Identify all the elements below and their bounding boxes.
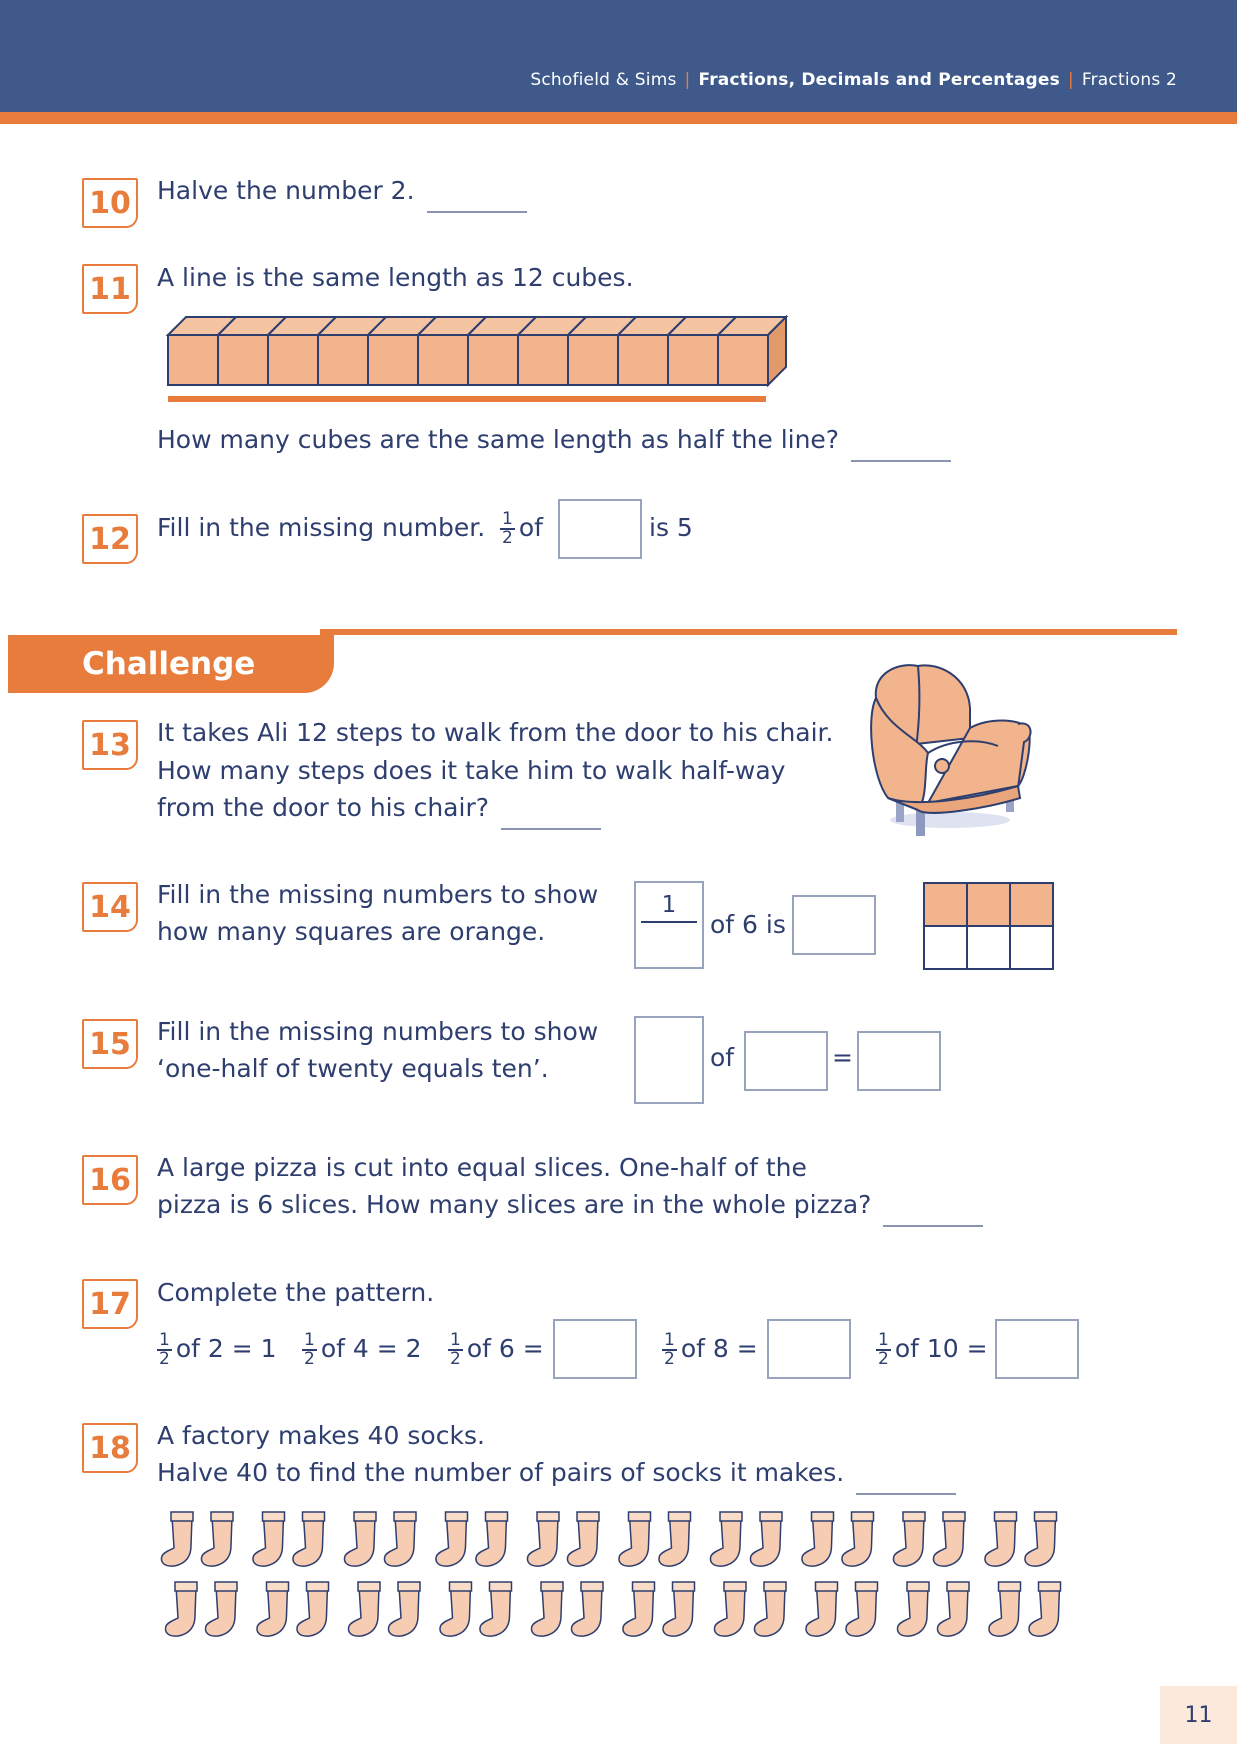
question-number-13: 13 (82, 720, 138, 770)
sock (1025, 1512, 1057, 1566)
q14-fraction-bar (641, 921, 697, 923)
q11-question-text: How many cubes are the same length as half the line? (157, 425, 840, 454)
question-number-10: 10 (82, 178, 138, 228)
sock (623, 1582, 655, 1636)
armchair-image (858, 658, 1038, 843)
cube (268, 335, 318, 385)
grid-square (924, 926, 967, 969)
cube (668, 335, 718, 385)
sock (572, 1582, 604, 1636)
q17-answer-box-1[interactable] (553, 1319, 637, 1379)
sock (1029, 1582, 1061, 1636)
sock (568, 1512, 600, 1566)
q12-answer-box[interactable] (558, 499, 642, 559)
q18-line2: Halve 40 to find the number of pairs of socks it makes. (157, 1458, 845, 1487)
q17-answer-box-2[interactable] (767, 1319, 851, 1379)
sock (715, 1582, 747, 1636)
q17-pattern-1: $\frac{1}{2}$ of 2 = 1 (159, 1330, 277, 1369)
header-series: Fractions, Decimals and Percentages (698, 70, 1060, 90)
cube (568, 335, 618, 385)
q17-pattern-3: $\frac{1}{2}$ of 6 = (450, 1330, 544, 1369)
sock (480, 1582, 512, 1636)
sock (619, 1512, 651, 1566)
challenge-heading: Challenge (8, 635, 334, 693)
page-number: 11 (1160, 1686, 1237, 1744)
cube (518, 335, 568, 385)
question-number-18: 18 (82, 1423, 138, 1473)
header-publisher: Schofield & Sims (530, 70, 677, 90)
q15-equals: = (832, 1043, 853, 1072)
sock (894, 1512, 926, 1566)
q11-text: A line is the same length as 12 cubes. (157, 263, 634, 292)
q15-answer-box[interactable] (857, 1031, 941, 1091)
sock (934, 1512, 966, 1566)
q17-text: Complete the pattern. (157, 1278, 435, 1307)
cube (618, 335, 668, 385)
sock (253, 1512, 285, 1566)
squares-grid (922, 881, 1056, 971)
q15-number-box[interactable] (744, 1031, 828, 1091)
sock (528, 1512, 560, 1566)
page-header (0, 0, 1237, 124)
sock (846, 1582, 878, 1636)
q15-fraction-box[interactable] (634, 1016, 704, 1104)
q18-line2-wrap (157, 1454, 956, 1495)
question-number-16: 16 (82, 1155, 138, 1205)
q10-answer-line[interactable] (427, 211, 527, 213)
grid-square (924, 883, 967, 926)
question-number-12: 12 (82, 514, 138, 564)
q10-text (157, 172, 527, 213)
q17-pattern-5: $\frac{1}{2}$ of 10 = (878, 1330, 988, 1369)
q16-line2: pizza is 6 slices. How many slices are in the whole pizza? (157, 1190, 872, 1219)
q16-line1: A large pizza is cut into equal slices. One-half of the (157, 1153, 807, 1182)
q16-answer-line[interactable] (883, 1225, 983, 1227)
q14-frac-numerator: 1 (661, 892, 677, 918)
q13-line1: It takes Ali 12 steps to walk from the door to his chair. (157, 718, 834, 747)
q15-of: of (710, 1043, 735, 1072)
q11-answer-line[interactable] (851, 460, 951, 462)
cube (468, 335, 518, 385)
sock (166, 1582, 198, 1636)
q13-line3: from the door to his chair? (157, 793, 489, 822)
sock (751, 1512, 783, 1566)
q14-line2: how many squares are orange. (157, 917, 546, 946)
sock (476, 1512, 508, 1566)
q18-answer-line[interactable] (856, 1493, 956, 1495)
cube (418, 335, 468, 385)
sock (257, 1582, 289, 1636)
q18-line1: A factory makes 40 socks. (157, 1421, 485, 1450)
cube (368, 335, 418, 385)
q17-pattern-4: $\frac{1}{2}$ of 8 = (664, 1330, 758, 1369)
sock (989, 1582, 1021, 1636)
header-book: Fractions 2 (1081, 70, 1177, 90)
q12-prompt: Fill in the missing number. (157, 513, 486, 542)
sock (440, 1582, 472, 1636)
sock (162, 1512, 194, 1566)
sock (385, 1512, 417, 1566)
sock (806, 1582, 838, 1636)
cube (218, 335, 268, 385)
sock (436, 1512, 468, 1566)
q12-of: of (518, 513, 543, 542)
q15-line2: ‘one-half of twenty equals ten’. (157, 1054, 549, 1083)
grid-square (967, 883, 1010, 926)
grid-square (967, 926, 1010, 969)
sock (755, 1582, 787, 1636)
sock (659, 1512, 691, 1566)
q12-expression (500, 509, 543, 547)
question-number-11: 11 (82, 264, 138, 314)
sock (345, 1512, 377, 1566)
q13-answer-line[interactable] (501, 828, 601, 830)
q13-line3-wrap (157, 789, 601, 830)
grid-square (1010, 926, 1053, 969)
q15-line1: Fill in the missing numbers to show (157, 1017, 599, 1046)
header-breadcrumb: Schofield & Sims | Fractions, Decimals and Percentages | Fractions 2 (530, 70, 1177, 90)
q14-line1: Fill in the missing numbers to show (157, 880, 599, 909)
sock (985, 1512, 1017, 1566)
question-number-17: 17 (82, 1279, 138, 1329)
sock (293, 1512, 325, 1566)
q14-answer-box[interactable] (792, 895, 876, 955)
q16-line2-wrap (157, 1186, 983, 1227)
cube-row-diagram (160, 315, 790, 405)
sock (206, 1582, 238, 1636)
line-bar (168, 396, 766, 402)
cube (718, 335, 768, 385)
q17-pattern-2: $\frac{1}{2}$ of 4 = 2 (304, 1330, 422, 1369)
sock (297, 1582, 329, 1636)
socks-image (158, 1508, 1078, 1648)
q14-tail: of 6 is (710, 910, 786, 939)
sock (389, 1582, 421, 1636)
sock (663, 1582, 695, 1636)
sock (349, 1582, 381, 1636)
q17-answer-box-3[interactable] (995, 1319, 1079, 1379)
q10-prompt: Halve the number 2. (157, 176, 415, 205)
sock (202, 1512, 234, 1566)
sock (711, 1512, 743, 1566)
sock (532, 1582, 564, 1636)
challenge-divider (320, 629, 1177, 635)
question-number-15: 15 (82, 1019, 138, 1069)
sock (842, 1512, 874, 1566)
q12-half-fraction: $\frac{1}{2}$ (502, 509, 513, 548)
cube (168, 335, 218, 385)
sock (898, 1582, 930, 1636)
q11-question (157, 421, 951, 462)
cube (318, 335, 368, 385)
question-number-14: 14 (82, 882, 138, 932)
sock (938, 1582, 970, 1636)
q12-tail: is 5 (649, 513, 693, 542)
q13-line2: How many steps does it take him to walk half-way (157, 756, 786, 785)
sock (802, 1512, 834, 1566)
grid-square (1010, 883, 1053, 926)
